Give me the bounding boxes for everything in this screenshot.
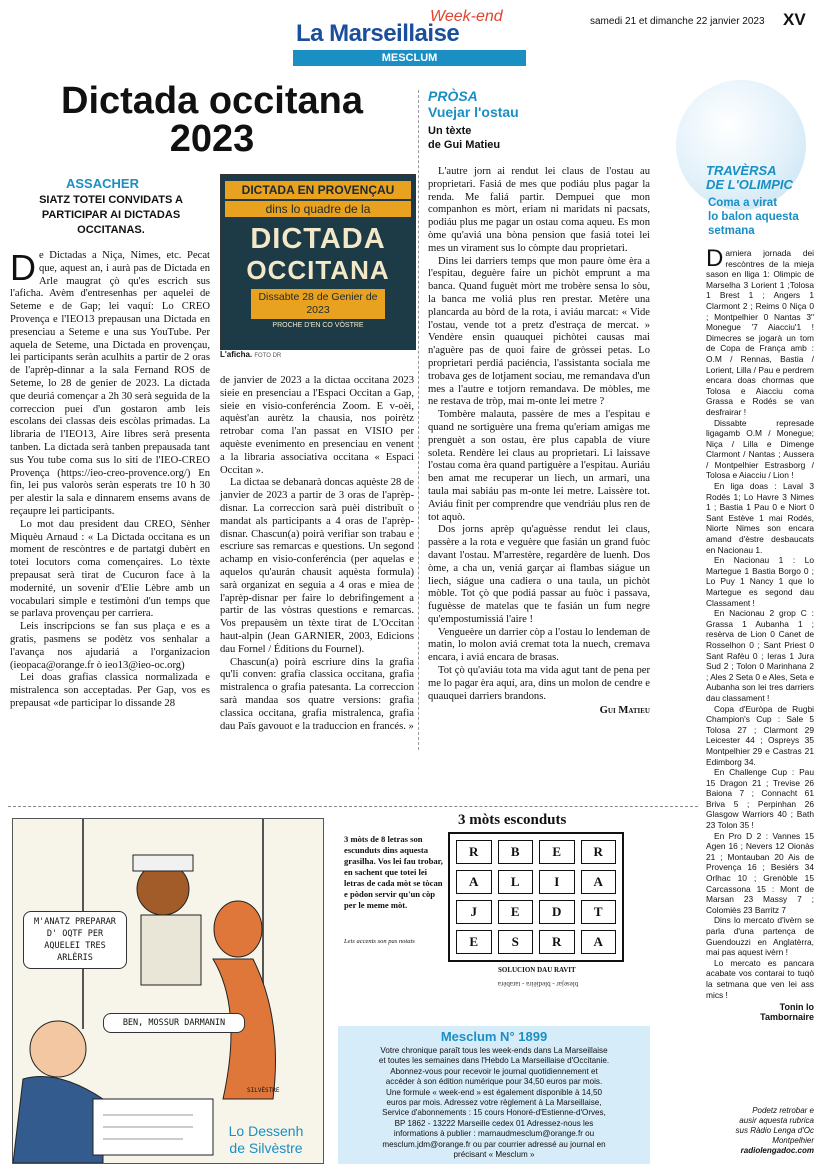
grid-cell: E	[539, 840, 575, 864]
sport-kicker: DE L'OLIMPIC	[706, 177, 793, 192]
brand-logo: La Marseillaise	[296, 20, 460, 47]
mesclum-line: Abonnez-vous pour recevoir le journal quotidiennement et	[390, 1066, 598, 1076]
mesclum-line: mesclum.jdm@orange.fr ou par courrier adressé au journal en	[382, 1139, 606, 1149]
caption-line: Lo Dessenh	[228, 1123, 304, 1139]
grid-cell: R	[456, 840, 492, 864]
puzzle-note: Leis accents son pas notats	[344, 938, 415, 945]
signature-line: Tonin lo	[779, 1002, 814, 1013]
prosa-paragraph: Vengueère un darrier còp a l'ostau lo lendeman de matin, lo molon aviá cremat tota la nuech, cremava encara, i aviá encara de brasas.	[428, 626, 650, 664]
radio-line: sus Ràdio Lenga d'Oc	[735, 1126, 814, 1135]
prosa-paragraph: Tot çò qu'aviáu tota ma vida agut tant de pena per me lo pagar èra aquí, ara, dins un molon de cendre e quauquei darriers brandons.	[428, 665, 650, 702]
sport-paragraph: arniera jornada dei rescòntres de la mieja sason en lliga 1: Olimpic de Marselha 3 Lorient 1 ;Tolosa 1 Brest 1 ; Angers 1 Clarmont 2 ; Reims 0 Niça 0 ; Montpelhier 0 Nantas 3" Monegue '7 Aiacciu'1 ! Dimecres se jogarà un tom de Copa de França amb : O.M / Rennas, Bastia / Lorient, Lilla / Pau e perdrem encara doas chormas que Tolosa e Aiacciu coma Grassa e Rodés se van desfrairar !	[706, 248, 814, 417]
sport-column	[706, 245, 815, 1023]
puzzle-title: 3 mòts esconduts	[458, 812, 567, 828]
grid-cell: R	[581, 840, 617, 864]
grid-cell: T	[581, 900, 617, 924]
mesclum-box	[338, 1026, 650, 1164]
sport-title	[708, 196, 816, 238]
dictada-paragraph: de janvier de 2023 a la dictaa occitana 2023 sieie en presenciau a l'Espaci Occitan a Gap, sieie en visio-conferéncia Zoom. E v-oèi, aquèst'an aurètz la chausia, nos poirètz retrobar coma l'an passat en VISIO per aquèste evenimento en presenciau en venent a la libraria associativa occitana « Espaci Occitan ».	[220, 375, 414, 476]
bubble-text: M'ANATZ PREPARAR D' OQTF PER AQUELEI TRES ARLÈRIS	[34, 917, 116, 963]
mesclum-line: Une formule « week-end » est également disponible à 14,50	[386, 1087, 602, 1097]
radio-line: ausir aquesta rubrica	[739, 1116, 814, 1125]
byline-line: de Gui Matieu	[428, 139, 501, 151]
mesclum-line: accéder à son édition numérique pour 34,50 euros par mois.	[385, 1077, 603, 1087]
mesclum-line: et toutes les semaines dans l'Hebdo La Marseillaise d'Occitanie.	[378, 1056, 610, 1066]
prosa-signature: Gui Matieu	[599, 705, 650, 717]
prosa-paragraph: Tombère malauta, passère de mes a l'espitau e quand ne sortiguère una frema qu'eriam amigas me prenguèt a son ostau, ère plus capabla de viure soleta. Rendère lei claus au proprietari. Li laissave l'ostau coma èra quand partiguère a l'espitau. Auriáu ben amat me recuperar un liech, un armari, una taula mai sabiáu pas m-onte lei metre. Laissère tot. Aviáu finit per comprendre que vendriáu plus ren de tot aquò.	[428, 409, 650, 523]
prosa-paragraph: L'autre jorn ai rendut lei claus de l'ostau au proprietari. Fasiá de mes que podiáu plus pagar la renda. Me faliá partir. Dempuei que mon companhon es mòrt, eriam ni maridats ni pacsats, podiáu plus me pagar un ostau coma aqueu. Es mon òme qu'aviá una bòna pension que fasiá totei lei mes un virament sus lo còmpte dau proprietari.	[428, 166, 650, 254]
grid-cell: B	[498, 840, 534, 864]
radio-line: Podetz retrobar e	[752, 1106, 814, 1115]
grid-cell: E	[498, 900, 534, 924]
grid-cell: A	[581, 870, 617, 894]
sport-paragraph: Dins lo mercato d'ivèrn se parla d'una partença de Guendouzzi en Anglatèrra, mai pas aquest ivèrn !	[706, 915, 814, 958]
poster-title: OCCITANA	[246, 255, 390, 285]
sport-paragraph: En Nacionau 2 grop C : Grassa 1 Aubanha 1 ; resèrva de Lion 0 Canet de Rosselhon 0 ; Sant Priest 0 Sant Rafèu 0 ; Ieras 1 Jura Sud 2 ; Tolon 0 Marinhana 2 ; Ales 2 Seta 0 e Ales, Seta e Aubanha son lei tres darriers dau classament !	[706, 608, 815, 703]
mesclum-line: BP 1862 - 13222 Marseille cedex 01 Adressez-nous les	[394, 1118, 594, 1128]
sport-paragraph: En Nacionau 1 : Lo Martegue 1 Bastia Borgo 0 ; Lo Puy 1 Nancy 1 que lo Martegue es segond dau Classament !	[706, 555, 814, 608]
dictada-subtitle: SIATZ TOTEI CONVIDATS A PARTICIPAR AI DICTADAS OCCITANAS.	[39, 194, 183, 236]
caption-text: L'aficha.	[220, 350, 253, 359]
poster-image	[220, 174, 416, 350]
radio-note	[686, 1106, 814, 1156]
dictada-column-1	[10, 247, 210, 711]
mesclum-line: précisant « Mesclum »	[453, 1150, 535, 1160]
dictada-paragraph: Leis inscripcions se fan sus plaça e es a gratis, pasmens se podètz vos senhalar a l'avança nos ajudariá a l'organizacion (ieopaca@orange.fr ò ieo13@ieo-oc.org)	[10, 621, 210, 671]
word-puzzle	[338, 812, 640, 1026]
cartoon-caption	[213, 1123, 319, 1157]
sport-title-line: Coma a virat	[708, 197, 778, 209]
cartoon-drawing	[13, 819, 323, 1163]
dictada-paragraph: e Dictadas a Niça, Nimes, etc. Pecat que, aquest an, i aurà pas de Dictada en Arle maugrat çò qu'es escrich sus l'aficha. Avèm d'entresenhas per aquelei de Seteme e de Gap; lei vaquí: Lo CREO Provença e l'IEO13 prepausan una Dictada en presenciau a Seteme e una sus YouTube. Per aquela de Seteme, una Dictada en provençau, lei participants seràn aculhits a partir de 2 oras de l'aprèp-dinnar a la sala Fernand ROS de Seteme, lo 28 de genier de 2023. La dictada que deuriá començar a 2h 30 serà seguida de la correccion puei d'un gostaron amb leis escolans dei classas deis escòlas primadas. La libraria de l'IEO13, Aire libres serà presenta tanben. La dictada serà tanben prepausada tant sus You tube coma sus lo siti de l'IEO-CREO Provença (https://ieo-creo-provence.org/) En fin, lei pus valoròs seràn esperats tre 10 h 30 per alestir la sala e dinnarem ensems avans de reçaupre lei participants.	[10, 250, 210, 517]
caption-line: de Silvèstre	[229, 1140, 303, 1156]
section-divider	[8, 806, 698, 807]
poster-footer: PROCHE D'EN CO VÒSTRE	[272, 322, 364, 329]
prosa-paragraph: Dos jorns aprèp qu'aguèsse rendut lei claus, passère a la rota e veguère que fasián un grand fuòc davant l'ostau. M'arrestère, regardère de luenh. Dos òme, a cha un, veniá garçar ai flambas siágue un liech, siágue una cadiera o una taula, un pichòt mòble. Tot çò que podiá passar au fuòc i passava, fuguèsse de matelas que te fasián un fum negre qu'empostumissiá l'aire !	[428, 524, 650, 625]
signature-line: Tambornaire	[760, 1012, 814, 1023]
grid-cell: S	[498, 930, 534, 954]
dictada-paragraph: Lo mot dau president dau CREO, Sènher Miquèu Arnaud : « La Dictada occitana es un moment de rescòntres e de partatgi dubèrt en totei locutors coma començaires. Lo tèxte prepausat serà tirat de Cucuron face à la modernité, un sovenir d'Elie Lèbre amb un vocabulari simple e testimòni d'un temps que se parlava provençau per carriera.	[10, 518, 210, 620]
edition-label: Week-end	[430, 8, 503, 25]
artist-signature: SILVÈSTRE	[247, 1087, 280, 1094]
section-bar	[293, 50, 526, 66]
mesclum-line: informations à publier : marnaudmesclum@orange.fr ou	[393, 1129, 595, 1139]
sport-signature	[706, 1002, 814, 1022]
dictada-column-2	[220, 375, 414, 733]
prosa-kicker: PRÒSA	[428, 88, 478, 104]
issue-date: samedi 21 et dimanche 22 janvier 2023	[590, 16, 765, 27]
dictada-paragraph: La dictaa se debanarà doncas aquèste 28 de janvier de 2023 a partir de 3 oras de l'aprèp-disnar. La correccion sarà puèi distribuït o mandat als participants a 4 oras de l'aprèp-disnar. Chascun(a) poirà verifiar son trabau e escriure sas remarcas e questions. Un segond achamp en visio-conferéncia (per aquelas e aquelos qu'aurán chausit aquèsta formula) sarà organizat en seguia a 4 oras e miea de l'aprèp-disnar per faire lo debrifingement a partir de las vòstras questions e remarcas. Vos prepausèm un tèxte tirat de L'Occitan haut-alpin (Jean GARNIER, 2003, Edicions dau Fornel / Éditions du Fournel).	[220, 477, 414, 655]
prosa-paragraph: Dins lei darriers temps que mon paure òme èra a l'espitau, deguère faire un pichòt emprunt a ma banca. Quand fuguèt mòrt me trobère sensa lo sòu, la banca me voliá plus ren prestar. Metère una plancarda au bòrd de la rota, i aviáu marcat: « Vide l'ostau, vende tot a pretz d'estraça de mercat. » Vendère ensin quauquei pichòtei causas mai n'aguère pas de quoi faire de gròssei petas. Lo proprietari perdiá paciéncia, l'assistanta sociala me trobava ges de lotjament sociau, me remandava d'un mes a l'autre e totjorn remandava. De mòbles, me ne restava de tròp, mai m-onte lei metre ?	[428, 255, 650, 408]
title-line-2: 2023	[169, 118, 255, 160]
bubble-text: BEN, MOSSUR DARMANIN	[122, 1018, 226, 1028]
mesclum-title: Mesclum N° 1899	[440, 1029, 548, 1044]
cartoon	[12, 818, 324, 1164]
dictada-kicker: ASSACHER	[66, 176, 139, 191]
puzzle-instructions: 3 mòts de 8 letras son escunduts dins aquesta grasilha. Vos lei fau trobar, en sachent que totei lei letras de cada mòt se tòcan e pòdon servir qu'un còp per le meme mòt.	[344, 834, 443, 910]
dictada-paragraph: Chascun(a) poirà escriure dins la grafia qu'li conven: grafia classica occitana, grafia mistralenca o grafia patesanta. La correccion sarà mandaa sos quatre versions: grafia classica occitana, grafia mistralenca, grafia dau Païs gavouot e la traduccion en francés. »	[220, 656, 414, 732]
radio-line: Montpelhier	[772, 1136, 814, 1145]
mesclum-text	[338, 1046, 650, 1160]
byline-line: Un tèxte	[428, 125, 472, 137]
title-line-1: Dictada occitana	[61, 80, 363, 122]
sport-kicker: TRAVÈRSA	[706, 163, 777, 178]
section-title: MESCLUM	[381, 52, 438, 64]
sport-paragraph: En Challenge Cup : Pau 15 Dragon 21 ; Trevise 26 Baiona 7 ; Connacht 61 Briva 5 ; Perpinhan 26 Glasgow Warriors 40 ; Bath 23 Tolon 35 !	[706, 767, 814, 831]
grid-cell: E	[456, 930, 492, 954]
prosa-column	[428, 166, 650, 718]
masthead	[296, 8, 526, 48]
grid-cell: L	[498, 870, 534, 894]
grid-cell: R	[539, 930, 575, 954]
sport-paragraph: Copa d'Euròpa de Rugbi Champion's Cup : Sale 5 Tolosa 27 ; Clarmont 29 Leicester 44 ; Ospreys 35 Montpelhier 29 e Castras 21 Edimborg 34.	[706, 703, 814, 767]
dropcap: D	[706, 245, 724, 272]
page-number: XV	[783, 10, 806, 29]
sport-paragraph: Lo mercato es pancara acabate vos contarai to tuqò la setmana que ven lei ass mics !	[706, 957, 814, 1000]
grid-cell: A	[456, 870, 492, 894]
mesclum-line: euros par mois. Adressez votre règlement à La Marseillaise,	[386, 1098, 602, 1108]
grid-cell: I	[539, 870, 575, 894]
poster-banner: dins lo quadre de la	[225, 201, 411, 217]
caption-credit: FOTO DR	[254, 353, 282, 359]
sport-paragraph: Dissabte represade ligagamb O.M / Monegue; Niça / Lilla e Dimenge Clarmont / Nantas ; Aussera / Montpelhier Estrasborg / Tolosa e Aiacciu / Lion !	[706, 417, 814, 481]
sport-paragraph: En Pro D 2 : Vannes 15 Agen 16 ; Nevers 12 Oionàs 21 ; Montauban 20 Ais de Provença 16 ; Besiérs 34 Orlhac 10 ; Grenòble 15 Carcassona 15 : Mont de Marsan 23 Massy 7 ; Colomiès 23 Barritz 7	[706, 830, 814, 915]
dictada-paragraph: Lei doas grafias classica normalizada e mistralenca son acceptadas. Per Gap, vos es prepausat «de participar lo dissande 28	[10, 672, 210, 709]
page-title	[12, 82, 412, 158]
radio-link[interactable]: radiolengadoc.com	[740, 1146, 814, 1155]
sport-title-line: lo balon aquesta	[708, 211, 799, 223]
sport-header	[706, 164, 816, 192]
poster-banner: DICTADA EN PROVENÇAU	[225, 181, 411, 199]
sport-title-line: setmana	[708, 225, 755, 237]
dropcap: D	[10, 247, 36, 288]
puzzle-grid	[448, 832, 624, 962]
prosa-byline	[428, 124, 500, 152]
speech-bubble	[23, 911, 127, 969]
prosa-title: Vuejar l'ostau	[428, 104, 519, 120]
mesclum-line: Service d'abonnements : 15 cours Honoré-d'Estienne-d'Orves,	[382, 1108, 606, 1118]
poster-title: DICTADA	[250, 223, 386, 255]
solution-text: blesejar - bledièira - tarabèra	[497, 980, 579, 988]
grid-cell: D	[539, 900, 575, 924]
mesclum-line: Votre chronique paraît tous les week-ends dans La Marseillaise	[380, 1046, 608, 1055]
solution-label: SOLUCION DAU RAVIT	[498, 966, 576, 974]
poster-caption	[220, 350, 281, 359]
poster-date: Dissabte 28 de Genier de 2023	[251, 289, 385, 319]
grid-cell: J	[456, 900, 492, 924]
speech-bubble	[103, 1013, 245, 1033]
grid-cell: A	[581, 930, 617, 954]
column-divider	[418, 90, 419, 750]
sport-paragraph: En liga doas : Laval 3 Rodés 1; Lo Havre 3 Nimes 1 ; Bastia 1 Pau 0 e Niort 0 Sant Estève 1 mai Rodés, Niorte Nimes son encara amand d'èstre desbaucats en Nacionau 1.	[706, 481, 814, 555]
